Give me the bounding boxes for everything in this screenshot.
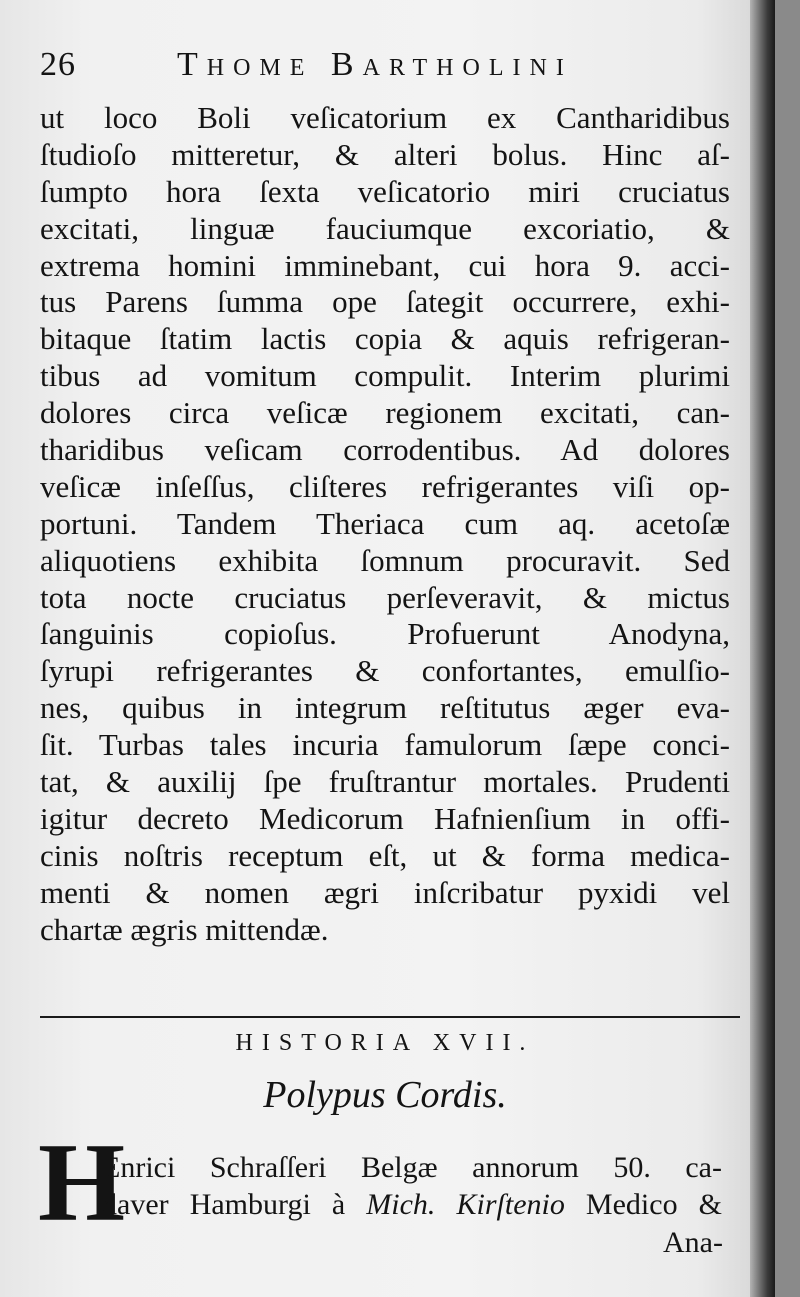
running-title: Thome Bartholini <box>177 46 573 83</box>
text-line: ſtudioſo mitteretur, & alteri bolus. Hinc aſ- <box>40 136 730 172</box>
text-line: ſanguinis copioſus. Profuerunt Anodyna, <box>40 616 730 652</box>
text-line: extrema homini imminebant, cui hora 9. acci- <box>40 247 730 283</box>
text-line: dolores circa veſicæ regionem excitati, can- <box>40 395 730 431</box>
text-line: tharidibus veſicam corrodentibus. Ad dolores <box>40 432 730 468</box>
text-line: cinis noſtris receptum eſt, ut & forma medica- <box>40 837 730 873</box>
paragraph-line: Enrici Schraſſeri Belgæ annorum 50. ca- <box>102 1151 722 1184</box>
text-line: veſicæ inſeſſus, cliſteres refrigerantes viſi op- <box>40 468 730 504</box>
text-line: aliquotiens exhibita ſomnum procuravit. Sed <box>40 542 730 578</box>
section-rule <box>40 1016 740 1018</box>
text-line: tat, & auxilij ſpe fruſtrantur mortales. Prudenti <box>40 764 730 800</box>
text-line: tibus ad vomitum compulit. Interim plurimi <box>40 358 730 394</box>
body-text <box>40 100 730 948</box>
italic-name: Mich. Kirſtenio <box>366 1188 565 1221</box>
text-line: tota nocte cruciatus perſeveravit, & mictus <box>40 579 730 615</box>
text-line: ſyrupi refrigerantes & confortantes, emulſio- <box>40 653 730 689</box>
text-line: bitaque ſtatim lactis copia & aquis refrigeran- <box>40 321 730 357</box>
text-line: ſit. Turbas tales incuria famulorum ſæpe conci- <box>40 727 730 763</box>
text-line-last: chartæ ægris mittendæ. <box>40 911 329 947</box>
text-line: ſumpto hora ſexta veſicatorio miri cruciatus <box>40 173 730 209</box>
text-line: menti & nomen ægri inſcribatur pyxidi vel <box>40 874 730 910</box>
page-gutter-shadow <box>750 0 775 1297</box>
text-line: tus Parens ſumma ope ſategit occurrere, exhi- <box>40 284 730 320</box>
catchword: Ana- <box>663 1226 723 1259</box>
text-segment: daver Hamburgi à <box>102 1188 367 1221</box>
section-title: Polypus Cordis. <box>263 1074 507 1116</box>
drop-cap: H <box>38 1121 126 1245</box>
text-line: excitati, linguæ fauciumque excoriatio, & <box>40 210 730 246</box>
text-segment: Medico & <box>564 1188 722 1221</box>
text-line: portuni. Tandem Theriaca cum aq. acetoſæ <box>40 505 730 541</box>
text-line: igitur decreto Medicorum Hafnienſium in offi- <box>40 800 730 836</box>
section-heading: HISTORIA XVII. <box>235 1030 535 1056</box>
text-line: nes, quibus in integrum reſtitutus æger eva- <box>40 690 730 726</box>
text-line: ut loco Boli veſicatorium ex Cantharidibus <box>40 100 730 135</box>
page-number: 26 <box>40 46 76 83</box>
paragraph-line <box>102 1187 722 1223</box>
running-head <box>40 46 730 94</box>
